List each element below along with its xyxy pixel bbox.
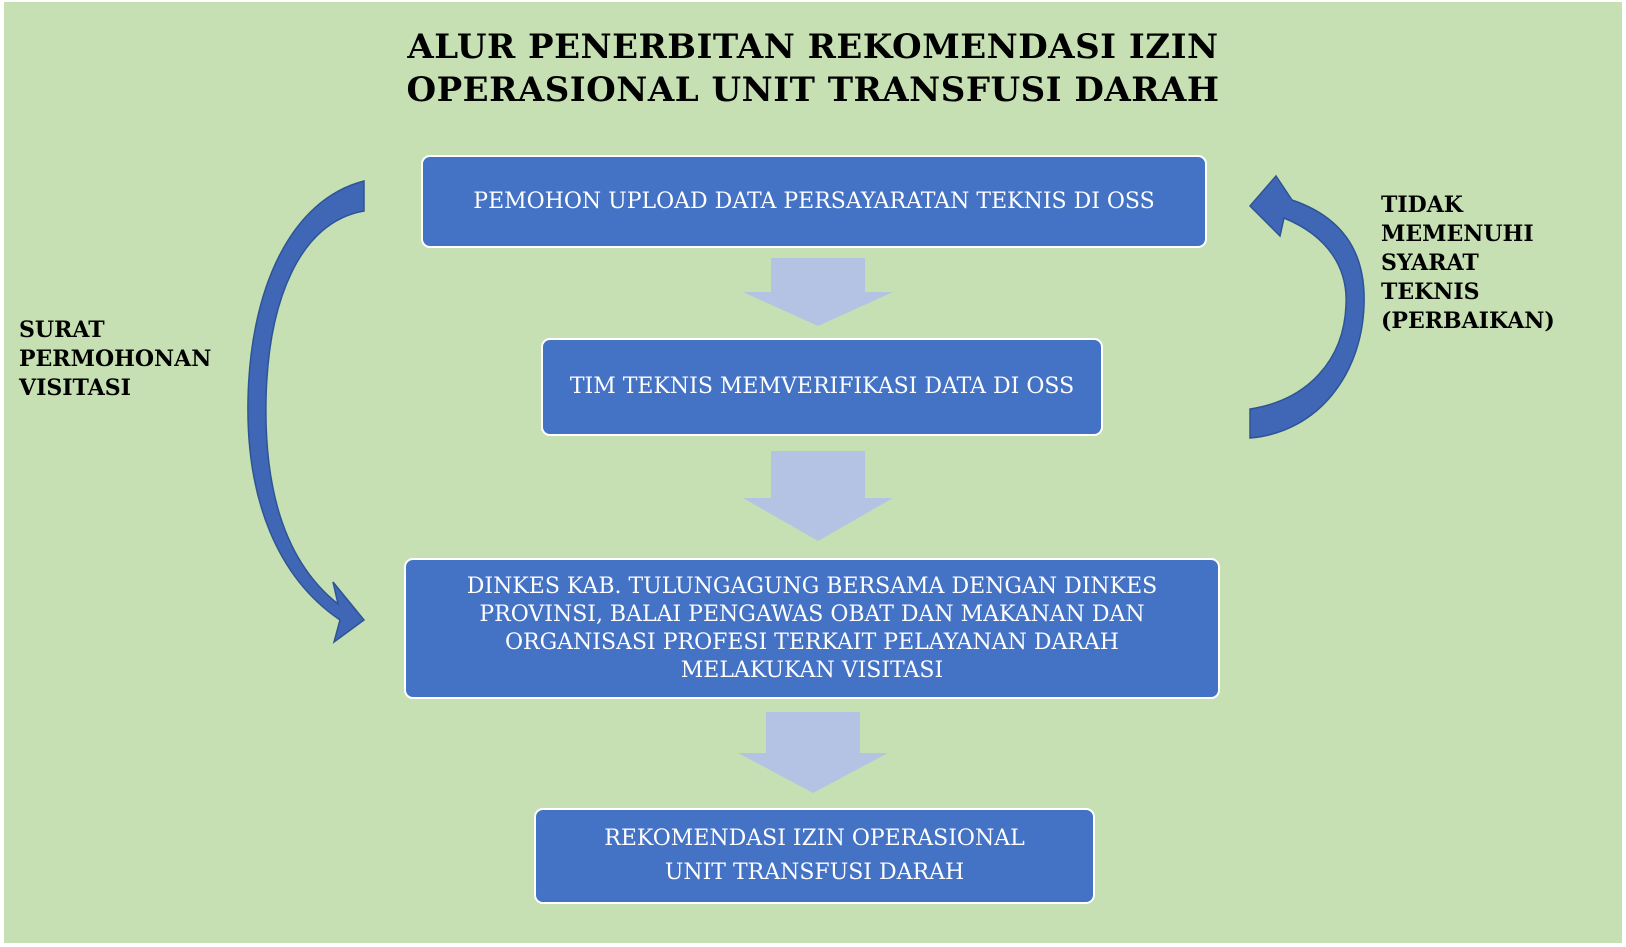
step-box-upload bbox=[421, 155, 1207, 248]
curved-arrow-right bbox=[1250, 176, 1364, 438]
step-box-visitation bbox=[404, 558, 1220, 699]
step-box-verification bbox=[541, 338, 1103, 436]
down-arrow-3 bbox=[738, 712, 888, 793]
label-revision: TIDAK MEMENUHI SYARAT TEKNIS (PERBAIKAN) bbox=[1381, 192, 1555, 334]
step-text-recommendation: REKOMENDASI IZIN OPERASIONAL UNIT TRANSFUSI DARAH bbox=[604, 826, 1025, 885]
curved-arrow-left bbox=[248, 181, 364, 642]
step-text-upload: PEMOHON UPLOAD DATA PERSAYARATAN TEKNIS DI OSS bbox=[473, 188, 1155, 214]
label-visit-request: SURAT PERMOHONAN VISITASI bbox=[19, 317, 212, 401]
step-box-recommendation bbox=[534, 808, 1095, 904]
diagram-title: ALUR PENERBITAN REKOMENDASI IZIN OPERASIONAL UNIT TRANSFUSI DARAH bbox=[406, 27, 1220, 110]
step-text-visitation: DINKES KAB. TULUNGAGUNG BERSAMA DENGAN DINKES PROVINSI, BALAI PENGAWAS OBAT DAN MAKANAN DAN ORGANISASI PROFESI TERKAIT PELAYANAN DARAH MELAKUKAN VISITASI bbox=[466, 573, 1158, 683]
down-arrow-1 bbox=[743, 258, 893, 326]
down-arrow-2 bbox=[743, 451, 893, 541]
step-text-verification: TIM TEKNIS MEMVERIFIKASI DATA DI OSS bbox=[569, 374, 1075, 399]
